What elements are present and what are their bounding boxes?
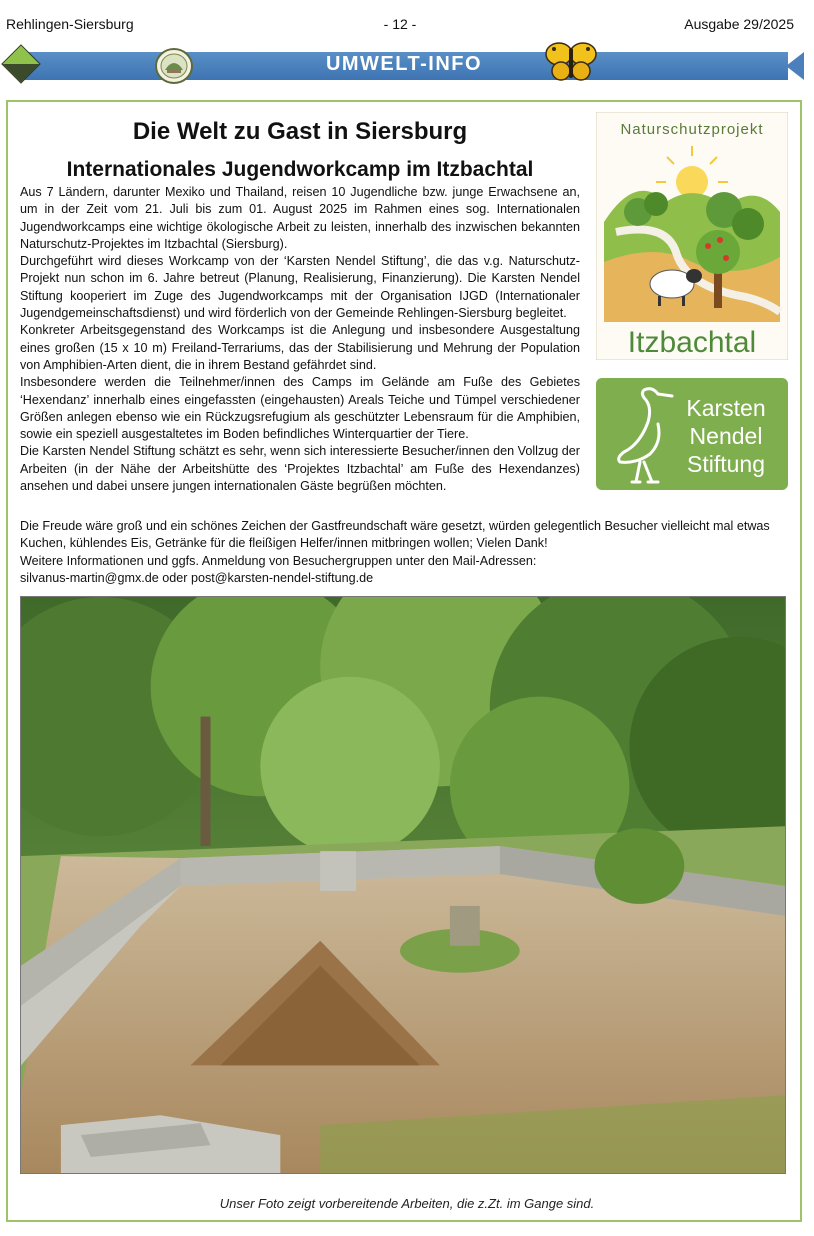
logo-top-text: Naturschutzprojekt [620, 121, 764, 138]
contact-emails: silvanus-martin@gmx.de oder post@karsten-nendel-stiftung.de [20, 570, 374, 585]
paragraph: Weitere Informationen und ggfs. Anmeldung von Besuchergruppen unter den Mail-Adressen: [20, 553, 537, 568]
article-body-wide [20, 518, 792, 587]
section-banner [4, 48, 804, 88]
photo-caption: Unser Foto zeigt vorbereitende Arbeiten, die z.Zt. im Gange sind. [219, 1196, 595, 1211]
karsten-nendel-stiftung-logo [596, 378, 788, 490]
logo-bottom-text: Itzbachtal [627, 326, 757, 359]
naturschutzprojekt-itzbachtal-logo [596, 112, 788, 360]
butterfly-icon [544, 40, 598, 84]
paragraph: Die Freude wäre groß und ein schönes Zeichen der Gastfreundschaft wäre gesetzt, würden gelegentlich Besucher vielleicht mal etwas Kuchen, kühlendes Eis, Getränke für die fleißigen Helfer/innen mitbringen wollen; Vielen Dank! [20, 519, 770, 551]
nendel-line-2: Nendel [689, 423, 763, 449]
article-subheadline: Internationales Jugendworkcamp im Itzbachtal [66, 158, 534, 181]
paragraph: Die Karsten Nendel Stiftung schätzt es sehr, wenn sich interessierte Besucher/innen den Vollzug der Arbeiten (in der Nähe der Arbeitshütte des ‘Projektes Itzbachtal’ am Fuße des Hexendanzes) ansehen und dabei unsere jungen internationalen Gäste begrüßen möchten. [20, 444, 580, 494]
paragraph: Insbesondere werden die Teilnehmer/innen des Camps im Gelände am Fuße des Gebietes ‘Hexendanz’ innerhalb eines eingefassten (eingehausten) Areals Teiche und Tümpel verschiedener Größen anlegen ebenso wie ein Rückzugsrefugium als geschützter Lebensraum für die Amphibien, sowie ein speziell ausgestaltetes im Boden befindliches Winterquartier der Tiere. [20, 375, 580, 442]
nendel-line-3: Stiftung [687, 451, 765, 477]
page-number: - 12 - [383, 16, 417, 32]
section-title: UMWELT-INFO [325, 53, 483, 75]
issue-number: Ausgabe 29/2025 [684, 16, 794, 32]
article-headline: Die Welt zu Gast in Siersburg [132, 118, 468, 145]
article-photo [20, 596, 786, 1174]
paragraph: Aus 7 Ländern, darunter Mexiko und Thailand, reisen 10 Jugendliche bzw. junge Erwachsene an, um in der Zeit vom 21. Juli bis zum 01. August 2025 im Rahmen eines sog. Internationalen Jugendworkcamps eine wichtige ökologische Arbeit zu leisten, innerhalb des inzwischen bekannten Naturschutz-Projektes im Itzbachtal (Siersburg). [20, 185, 580, 251]
paragraph: Konkreter Arbeitsgegenstand des Workcamps ist die Anlegung und insbesondere Ausgestaltung eines großen (15 x 10 m) Freiland-Terrariums, das der Stabilisierung und Mehrung der Population von Amphibien-Arten dient, die in ihrem Bestand gefährdet sind. [20, 323, 580, 372]
nendel-line-1: Karsten [686, 395, 766, 421]
running-header [6, 16, 794, 34]
paragraph: Durchgeführt wird dieses Workcamp von der ‘Karsten Nendel Stiftung’, die das v.g. Naturschutz-Projekt nun schon im 6. Jahre betreut (Planung, Realisierung, Finanzierung). Die Karsten Nendel Stiftung kooperiert im Zuge des Jugendworkcamps mit der Organisation IJGD (Internationaler Jugendgemeinschaftsdienst) und wird förderlich von der Gemeinde Rehlingen-Siersburg begleitet. [20, 254, 580, 321]
article-body-narrow [20, 184, 580, 495]
municipality-name: Rehlingen-Siersburg [6, 16, 134, 32]
